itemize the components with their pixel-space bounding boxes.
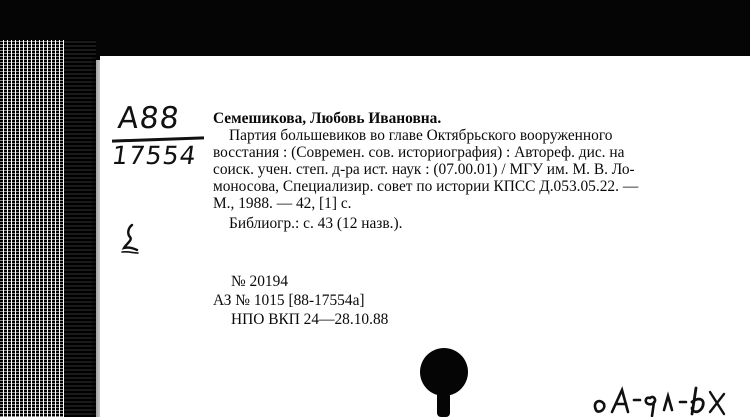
title-line-1: Партия большевиков во главе Октябрьского вооруженного — [229, 127, 613, 144]
author-heading: Семешикова, Любовь Ивановна. — [213, 110, 442, 127]
bibliography-note: Библиогр.: с. 43 (12 назв.). — [229, 215, 403, 232]
title-line-2: восстания : (Современ. сов. историография) : Автореф. дис. на — [213, 144, 625, 161]
handwritten-stamp-icon — [588, 380, 738, 417]
title-line-3: соиск. учен. степ. д-ра ист. наук : (07.00.01) / МГУ им. М. В. Ло- — [213, 161, 635, 178]
title-line-4: моносова, Специализир. совет по истории КПСС Д.053.05.22. — — [213, 178, 639, 195]
call-number-top: A88 — [116, 101, 182, 136]
punch-hole-icon — [420, 348, 468, 396]
call-number-bottom: 17554 — [110, 141, 199, 170]
handwritten-mark-icon — [118, 222, 144, 256]
punch-hole-stem — [437, 390, 450, 417]
accession-number: № 20194 — [231, 273, 289, 290]
reference-number: АЗ № 1015 [88-17554а] — [213, 292, 365, 309]
scanner-top-edge — [0, 0, 750, 56]
publisher-line: НПО ВКП 24—28.10.88 — [231, 311, 389, 328]
imprint-line: М., 1988. — 42, [1] с. — [213, 195, 352, 212]
